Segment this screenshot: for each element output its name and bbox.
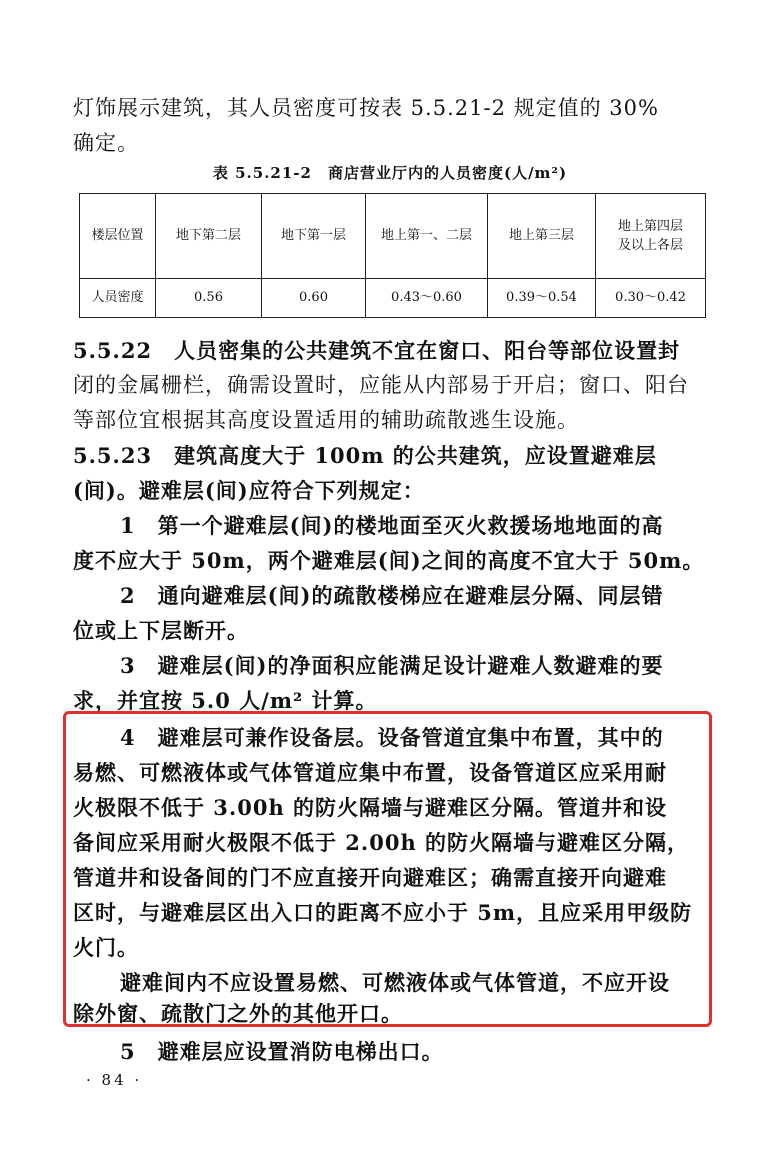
table-cell: 0.43～0.60 xyxy=(366,279,488,318)
item-4: 4 避难层可兼作设备层。设备管道宜集中布置，其中的 xyxy=(120,725,664,750)
body-line: 等部位宜根据其高度设置适用的辅助疏散逃生设施。 xyxy=(73,408,579,432)
table-header-cell: 地上第一、二层 xyxy=(366,194,488,279)
item-5: 5 避难层应设置消防电梯出口。 xyxy=(120,1039,444,1064)
table-header-row xyxy=(80,194,706,279)
body-line: 位或上下层断开。 xyxy=(73,618,249,643)
body-line: (间)。避难层(间)应符合下列规定： xyxy=(73,478,425,503)
item-3: 3 避难层(间)的净面积应能满足设计避难人数避难的要 xyxy=(120,653,664,678)
table-row xyxy=(80,279,706,318)
item-2: 2 通向避难层(间)的疏散楼梯应在避难层分隔、同层错 xyxy=(120,583,664,608)
body-line: 求，并宜按 5.0 人/m² 计算。 xyxy=(73,688,378,713)
body-line: 闭的金属栅栏，确需设置时，应能从内部易于开启；窗口、阳台 xyxy=(73,373,689,397)
body-line: 度不应大于 50m，两个避难层(间)之间的高度不宜大于 50m。 xyxy=(73,548,705,573)
body-line: 易燃、可燃液体或气体管道应集中布置，设备管道区应采用耐 xyxy=(73,760,667,785)
intro-line: 确定。 xyxy=(73,131,139,155)
table-cell: 人员密度 xyxy=(80,279,156,318)
table-header-cell: 地下第二层 xyxy=(156,194,262,279)
table-cell: 0.39～0.54 xyxy=(488,279,596,318)
density-table xyxy=(79,193,706,318)
table-cell: 0.30～0.42 xyxy=(596,279,706,318)
table-header-cell: 地上第四层 及以上各层 xyxy=(596,194,706,279)
table-title: 表 5.5.21-2 商店营业厅内的人员密度(人/m²) xyxy=(212,164,568,182)
body-line: 管道井和设备间的门不应直接开向避难区；确需直接开向避难 xyxy=(73,865,667,890)
body-line: 备间应采用耐火极限不低于 2.00h 的防火隔墙与避难区分隔， xyxy=(73,830,690,855)
clause-5-5-22: 5.5.22 人员密集的公共建筑不宜在窗口、阳台等部位设置封 xyxy=(73,338,681,363)
body-line: 火极限不低于 3.00h 的防火隔墙与避难区分隔。管道井和设 xyxy=(73,795,668,820)
body-line: 区时，与避难层区出入口的距离不应小于 5m，且应采用甲级防 xyxy=(73,900,693,925)
table-header-cell: 楼层位置 xyxy=(80,194,156,279)
body-line: 避难间内不应设置易燃、可燃液体或气体管道，不应开设 xyxy=(120,970,670,995)
intro-line: 灯饰展示建筑，其人员密度可按表 5.5.21-2 规定值的 30% xyxy=(73,96,659,120)
table-cell: 0.56 xyxy=(156,279,262,318)
table-header-cell: 地下第一层 xyxy=(262,194,366,279)
item-1: 1 第一个避难层(间)的楼地面至灭火救援场地地面的高 xyxy=(120,513,664,538)
table-cell: 0.60 xyxy=(262,279,366,318)
table-header-cell: 地上第三层 xyxy=(488,194,596,279)
body-line: 火门。 xyxy=(73,935,139,960)
page-number: · 84 · xyxy=(86,1071,143,1089)
clause-5-5-23: 5.5.23 建筑高度大于 100m 的公共建筑，应设置避难层 xyxy=(73,443,657,468)
body-line: 除外窗、疏散门之外的其他开口。 xyxy=(73,1001,403,1026)
